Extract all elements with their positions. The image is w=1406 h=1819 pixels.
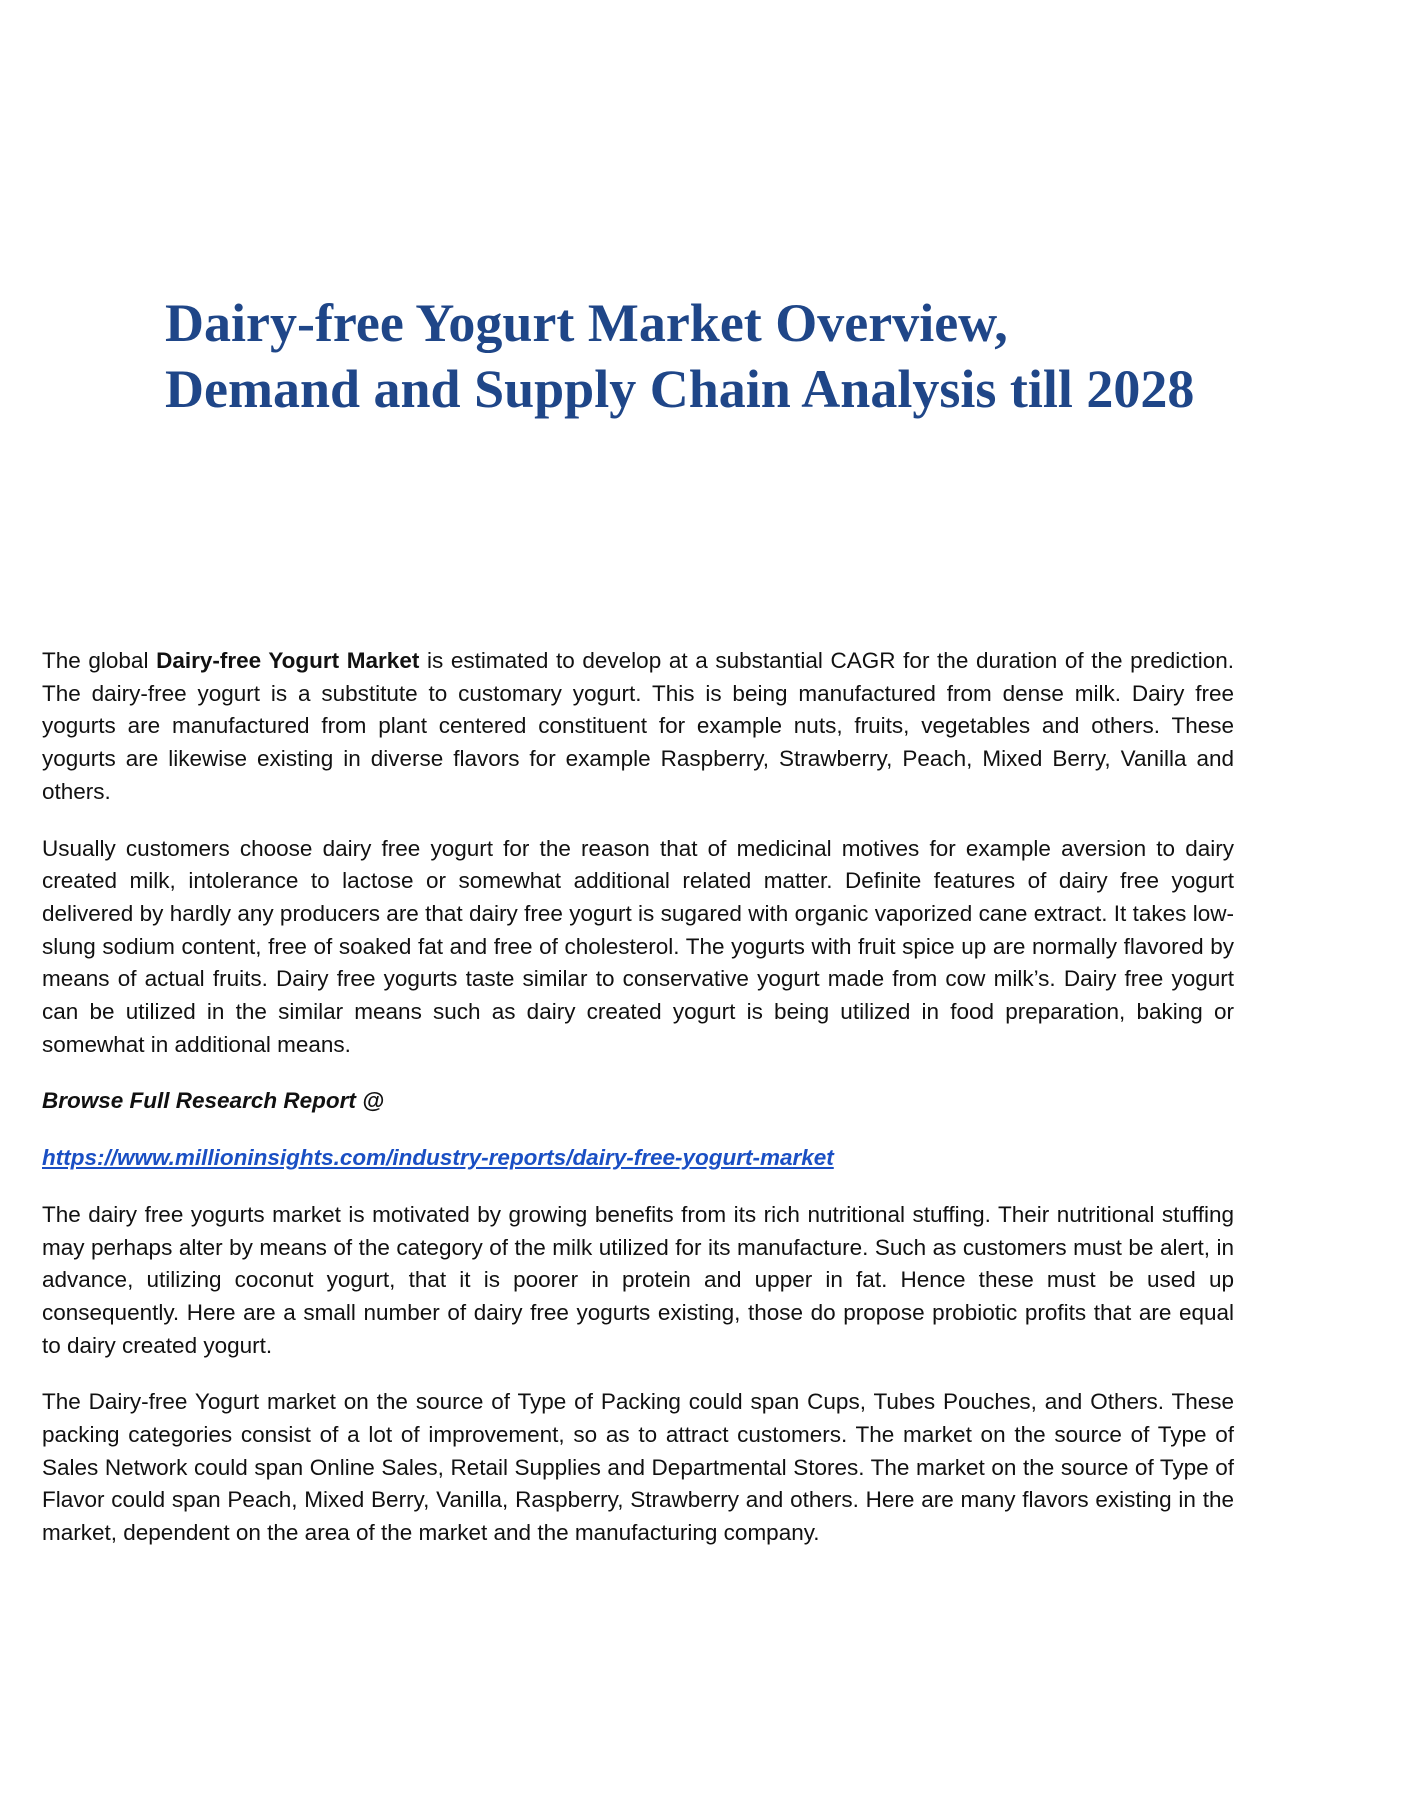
page-title (165, 290, 1315, 422)
title-line-2: Demand and Supply Chain Analysis till 2028 (165, 359, 1195, 419)
browse-label: Browse Full Research Report @ (42, 1088, 385, 1114)
document-body (42, 645, 1234, 1574)
report-link[interactable]: https://www.millioninsights.com/industry-reports/dairy-free-yogurt-market (42, 1145, 834, 1171)
paragraph-3: The dairy free yogurts market is motivated by growing benefits from its rich nutritional stuffing. Their nutritional stuffing may perhaps alter by means of the category of the milk utilized for its manufacture. Such as customers must be alert, in advance, utilizing coconut yogurt, that it is poorer in protein and upper in fat. Hence these must be used up consequently. Here are a small number of dairy free yogurts existing, those do propose probiotic profits that are equal to dairy created yogurt. (42, 1201, 1234, 1358)
paragraph-2: Usually customers choose dairy free yogurt for the reason that of medicinal motives for example aversion to dairy created milk, intolerance to lactose or somewhat additional related matter. Definite features of dairy free yogurt delivered by hardly any producers are that dairy free yogurt is sugared with organic vaporized cane extract. It takes low-slung sodium content, free of soaked fat and free of cholesterol. The yogurts with fruit spice up are normally flavored by means of actual fruits. Dairy free yogurts taste similar to conservative yogurt made from cow milk’s. Dairy free yogurt can be utilized in the similar means such as dairy created yogurt is being utilized in food preparation, baking or somewhat in additional means. (42, 835, 1234, 1057)
market-name-bold: Dairy-free Yogurt Market (156, 648, 420, 673)
paragraph-4: The Dairy-free Yogurt market on the source of Type of Packing could span Cups, Tubes Pouches, and Others. These packing categories consist of a lot of improvement, so as to attract customers. The market on the source of Type of Sales Network could span Online Sales, Retail Supplies and Departmental Stores. The market on the source of Type of Flavor could span Peach, Mixed Berry, Vanilla, Raspberry, Strawberry and others. Here are many flavors existing in the market, dependent on the area of the market and the manufacturing company. (42, 1389, 1234, 1546)
intro-rest: is estimated to develop at a substantial CAGR for the duration of the prediction. The dairy-free yogurt is a substitute to customary yogurt. This is being manufactured from dense milk. Dairy free yogurts are manufactured from plant centered constituent for example nuts, fruits, vegetables and others. These yogurts are likewise existing in diverse flavors for example Raspberry, Strawberry, Peach, Mixed Berry, Vanilla and others. (42, 648, 1234, 804)
intro-paragraph (42, 645, 1234, 809)
intro-prefix: The global (42, 648, 157, 673)
title-line-1: Dairy-free Yogurt Market Overview, (165, 293, 1008, 353)
